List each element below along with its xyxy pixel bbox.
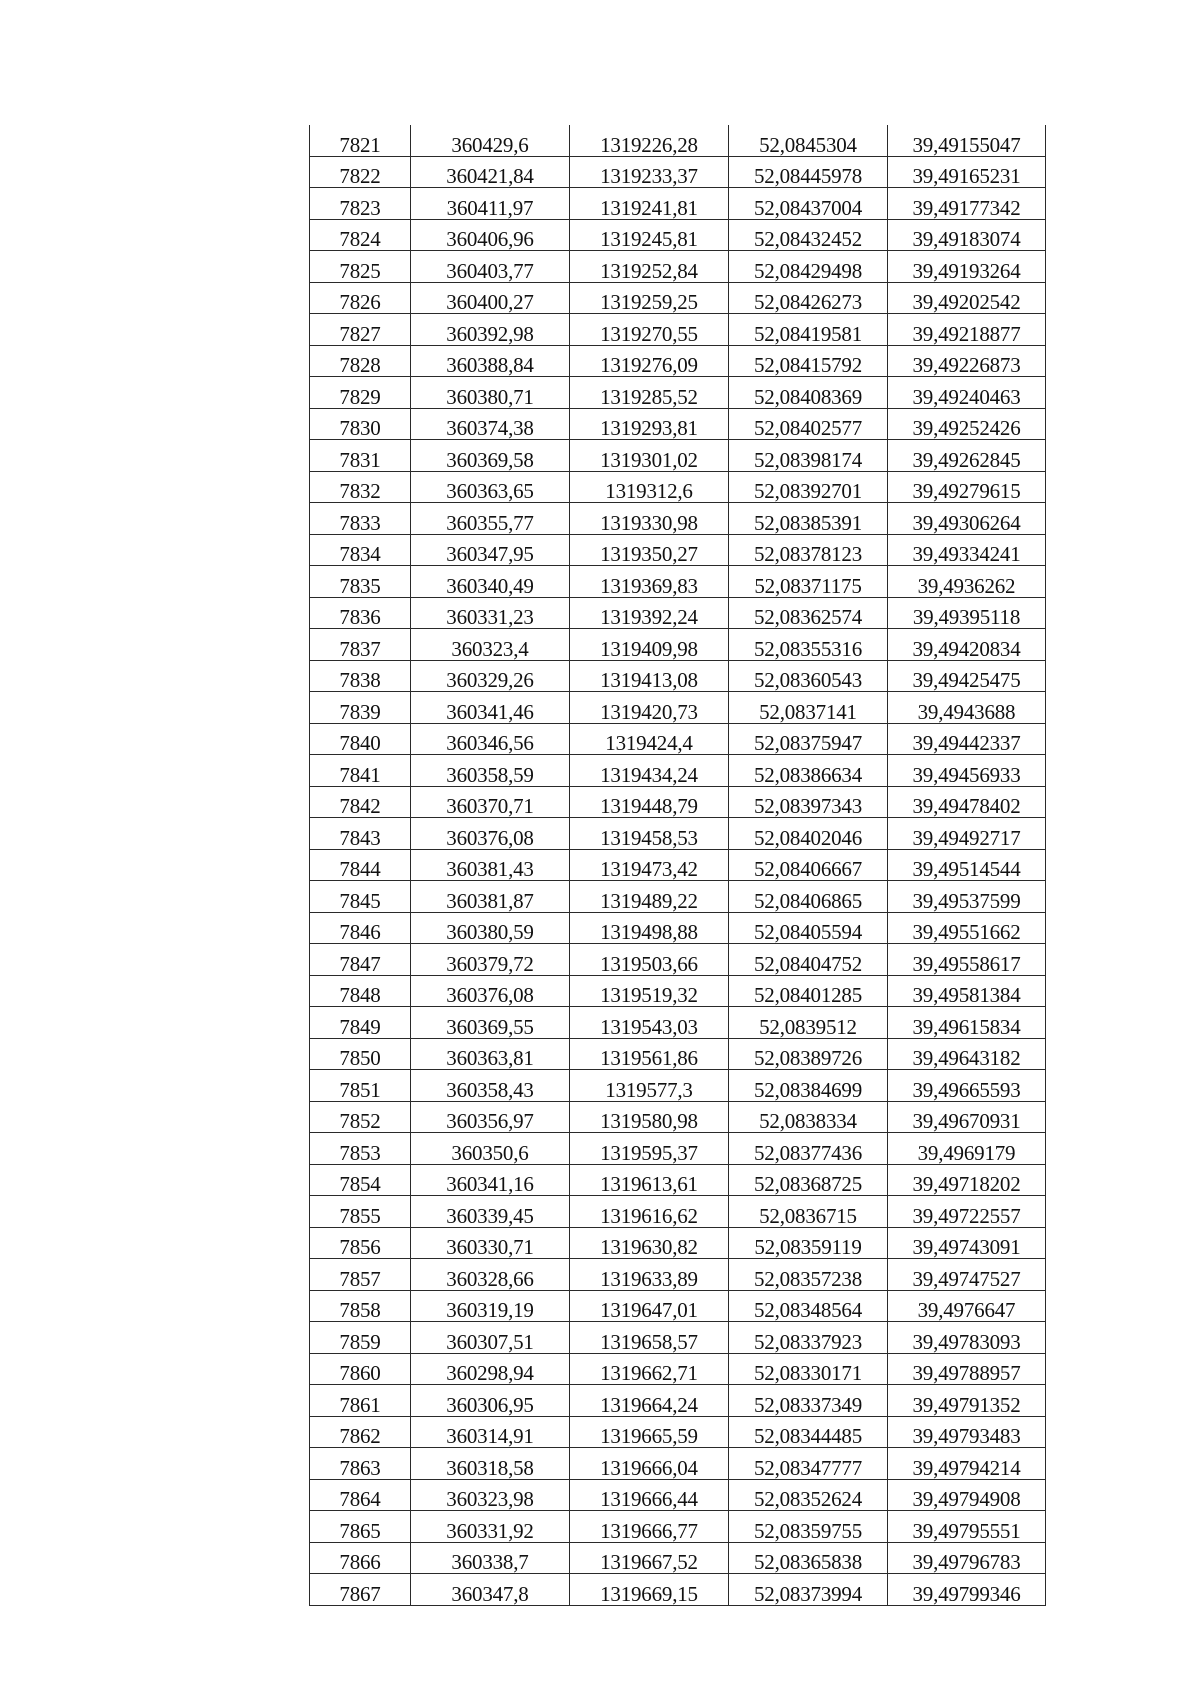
y-coordinate-cell: 1319293,81: [570, 408, 729, 440]
latitude-cell: 52,08344485: [729, 1416, 888, 1448]
y-coordinate-cell: 1319409,98: [570, 629, 729, 661]
table-row: [310, 597, 1046, 629]
coordinates-table-body: [310, 125, 1046, 1605]
y-coordinate-cell: 1319665,59: [570, 1416, 729, 1448]
longitude-cell: 39,49165231: [888, 156, 1046, 188]
latitude-cell: 52,08337349: [729, 1385, 888, 1417]
longitude-cell: 39,49722557: [888, 1196, 1046, 1228]
point-number-cell: 7865: [310, 1511, 411, 1543]
x-coordinate-cell: 360376,08: [411, 818, 570, 850]
table-row: [310, 1070, 1046, 1102]
table-row: [310, 345, 1046, 377]
point-number-cell: 7842: [310, 786, 411, 818]
table-row: [310, 1574, 1046, 1606]
y-coordinate-cell: 1319666,04: [570, 1448, 729, 1480]
longitude-cell: 39,49202542: [888, 282, 1046, 314]
longitude-cell: 39,49240463: [888, 377, 1046, 409]
x-coordinate-cell: 360347,8: [411, 1574, 570, 1606]
table-row: [310, 1385, 1046, 1417]
y-coordinate-cell: 1319330,98: [570, 503, 729, 535]
point-number-cell: 7849: [310, 1007, 411, 1039]
x-coordinate-cell: 360421,84: [411, 156, 570, 188]
point-number-cell: 7837: [310, 629, 411, 661]
table-row: [310, 566, 1046, 598]
point-number-cell: 7831: [310, 440, 411, 472]
point-number-cell: 7834: [310, 534, 411, 566]
longitude-cell: 39,49262845: [888, 440, 1046, 472]
latitude-cell: 52,08398174: [729, 440, 888, 472]
point-number-cell: 7859: [310, 1322, 411, 1354]
point-number-cell: 7860: [310, 1353, 411, 1385]
point-number-cell: 7823: [310, 188, 411, 220]
x-coordinate-cell: 360380,59: [411, 912, 570, 944]
table-row: [310, 219, 1046, 251]
latitude-cell: 52,08445978: [729, 156, 888, 188]
table-row: [310, 1479, 1046, 1511]
longitude-cell: 39,4969179: [888, 1133, 1046, 1165]
latitude-cell: 52,08401285: [729, 975, 888, 1007]
x-coordinate-cell: 360358,59: [411, 755, 570, 787]
x-coordinate-cell: 360319,19: [411, 1290, 570, 1322]
longitude-cell: 39,49743091: [888, 1227, 1046, 1259]
point-number-cell: 7829: [310, 377, 411, 409]
y-coordinate-cell: 1319658,57: [570, 1322, 729, 1354]
longitude-cell: 39,49793483: [888, 1416, 1046, 1448]
y-coordinate-cell: 1319667,52: [570, 1542, 729, 1574]
latitude-cell: 52,08377436: [729, 1133, 888, 1165]
y-coordinate-cell: 1319647,01: [570, 1290, 729, 1322]
point-number-cell: 7821: [310, 125, 411, 156]
x-coordinate-cell: 360388,84: [411, 345, 570, 377]
table-row: [310, 755, 1046, 787]
point-number-cell: 7822: [310, 156, 411, 188]
point-number-cell: 7863: [310, 1448, 411, 1480]
latitude-cell: 52,08368725: [729, 1164, 888, 1196]
latitude-cell: 52,08386634: [729, 755, 888, 787]
x-coordinate-cell: 360330,71: [411, 1227, 570, 1259]
point-number-cell: 7833: [310, 503, 411, 535]
x-coordinate-cell: 360314,91: [411, 1416, 570, 1448]
x-coordinate-cell: 360370,71: [411, 786, 570, 818]
longitude-cell: 39,49643182: [888, 1038, 1046, 1070]
table-row: [310, 786, 1046, 818]
point-number-cell: 7826: [310, 282, 411, 314]
y-coordinate-cell: 1319580,98: [570, 1101, 729, 1133]
x-coordinate-cell: 360341,16: [411, 1164, 570, 1196]
x-coordinate-cell: 360358,43: [411, 1070, 570, 1102]
longitude-cell: 39,49581384: [888, 975, 1046, 1007]
x-coordinate-cell: 360411,97: [411, 188, 570, 220]
table-row: [310, 282, 1046, 314]
latitude-cell: 52,08355316: [729, 629, 888, 661]
y-coordinate-cell: 1319561,86: [570, 1038, 729, 1070]
point-number-cell: 7855: [310, 1196, 411, 1228]
longitude-cell: 39,49420834: [888, 629, 1046, 661]
point-number-cell: 7830: [310, 408, 411, 440]
y-coordinate-cell: 1319543,03: [570, 1007, 729, 1039]
latitude-cell: 52,08429498: [729, 251, 888, 283]
latitude-cell: 52,08419581: [729, 314, 888, 346]
point-number-cell: 7858: [310, 1290, 411, 1322]
table-row: [310, 534, 1046, 566]
latitude-cell: 52,08384699: [729, 1070, 888, 1102]
x-coordinate-cell: 360307,51: [411, 1322, 570, 1354]
latitude-cell: 52,08432452: [729, 219, 888, 251]
point-number-cell: 7851: [310, 1070, 411, 1102]
table-row: [310, 1133, 1046, 1165]
table-row: [310, 1322, 1046, 1354]
longitude-cell: 39,4936262: [888, 566, 1046, 598]
longitude-cell: 39,49395118: [888, 597, 1046, 629]
y-coordinate-cell: 1319666,77: [570, 1511, 729, 1543]
x-coordinate-cell: 360363,65: [411, 471, 570, 503]
y-coordinate-cell: 1319276,09: [570, 345, 729, 377]
longitude-cell: 39,49783093: [888, 1322, 1046, 1354]
y-coordinate-cell: 1319630,82: [570, 1227, 729, 1259]
table-row: [310, 1259, 1046, 1291]
point-number-cell: 7857: [310, 1259, 411, 1291]
longitude-cell: 39,49279615: [888, 471, 1046, 503]
y-coordinate-cell: 1319519,32: [570, 975, 729, 1007]
latitude-cell: 52,08337923: [729, 1322, 888, 1354]
table-row: [310, 1038, 1046, 1070]
latitude-cell: 52,08359755: [729, 1511, 888, 1543]
latitude-cell: 52,08365838: [729, 1542, 888, 1574]
table-row: [310, 723, 1046, 755]
table-row: [310, 1416, 1046, 1448]
y-coordinate-cell: 1319226,28: [570, 125, 729, 156]
x-coordinate-cell: 360381,87: [411, 881, 570, 913]
x-coordinate-cell: 360403,77: [411, 251, 570, 283]
longitude-cell: 39,49334241: [888, 534, 1046, 566]
y-coordinate-cell: 1319252,84: [570, 251, 729, 283]
latitude-cell: 52,08406865: [729, 881, 888, 913]
latitude-cell: 52,0839512: [729, 1007, 888, 1039]
table-row: [310, 818, 1046, 850]
x-coordinate-cell: 360429,6: [411, 125, 570, 156]
longitude-cell: 39,49442337: [888, 723, 1046, 755]
y-coordinate-cell: 1319392,24: [570, 597, 729, 629]
latitude-cell: 52,08357238: [729, 1259, 888, 1291]
x-coordinate-cell: 360306,95: [411, 1385, 570, 1417]
table-row: [310, 1227, 1046, 1259]
x-coordinate-cell: 360350,6: [411, 1133, 570, 1165]
point-number-cell: 7864: [310, 1479, 411, 1511]
table-row: [310, 1164, 1046, 1196]
x-coordinate-cell: 360338,7: [411, 1542, 570, 1574]
table-row: [310, 503, 1046, 535]
point-number-cell: 7839: [310, 692, 411, 724]
table-row: [310, 849, 1046, 881]
y-coordinate-cell: 1319458,53: [570, 818, 729, 850]
point-number-cell: 7828: [310, 345, 411, 377]
table-row: [310, 629, 1046, 661]
longitude-cell: 39,49551662: [888, 912, 1046, 944]
y-coordinate-cell: 1319616,62: [570, 1196, 729, 1228]
table-row: [310, 881, 1046, 913]
longitude-cell: 39,49193264: [888, 251, 1046, 283]
latitude-cell: 52,0845304: [729, 125, 888, 156]
longitude-cell: 39,49456933: [888, 755, 1046, 787]
y-coordinate-cell: 1319312,6: [570, 471, 729, 503]
latitude-cell: 52,08330171: [729, 1353, 888, 1385]
x-coordinate-cell: 360331,23: [411, 597, 570, 629]
latitude-cell: 52,08402577: [729, 408, 888, 440]
table-row: [310, 1196, 1046, 1228]
point-number-cell: 7856: [310, 1227, 411, 1259]
longitude-cell: 39,49795551: [888, 1511, 1046, 1543]
point-number-cell: 7836: [310, 597, 411, 629]
point-number-cell: 7844: [310, 849, 411, 881]
x-coordinate-cell: 360329,26: [411, 660, 570, 692]
table-row: [310, 1448, 1046, 1480]
x-coordinate-cell: 360356,97: [411, 1101, 570, 1133]
longitude-cell: 39,49252426: [888, 408, 1046, 440]
y-coordinate-cell: 1319259,25: [570, 282, 729, 314]
latitude-cell: 52,08362574: [729, 597, 888, 629]
y-coordinate-cell: 1319595,37: [570, 1133, 729, 1165]
point-number-cell: 7852: [310, 1101, 411, 1133]
y-coordinate-cell: 1319413,08: [570, 660, 729, 692]
point-number-cell: 7835: [310, 566, 411, 598]
point-number-cell: 7847: [310, 944, 411, 976]
y-coordinate-cell: 1319285,52: [570, 377, 729, 409]
x-coordinate-cell: 360376,08: [411, 975, 570, 1007]
y-coordinate-cell: 1319270,55: [570, 314, 729, 346]
table-row: [310, 1007, 1046, 1039]
latitude-cell: 52,08402046: [729, 818, 888, 850]
latitude-cell: 52,08375947: [729, 723, 888, 755]
latitude-cell: 52,08385391: [729, 503, 888, 535]
point-number-cell: 7846: [310, 912, 411, 944]
x-coordinate-cell: 360379,72: [411, 944, 570, 976]
latitude-cell: 52,08405594: [729, 912, 888, 944]
y-coordinate-cell: 1319434,24: [570, 755, 729, 787]
longitude-cell: 39,49718202: [888, 1164, 1046, 1196]
longitude-cell: 39,49218877: [888, 314, 1046, 346]
y-coordinate-cell: 1319669,15: [570, 1574, 729, 1606]
longitude-cell: 39,49796783: [888, 1542, 1046, 1574]
x-coordinate-cell: 360369,55: [411, 1007, 570, 1039]
x-coordinate-cell: 360369,58: [411, 440, 570, 472]
table-row: [310, 1353, 1046, 1385]
x-coordinate-cell: 360406,96: [411, 219, 570, 251]
latitude-cell: 52,08348564: [729, 1290, 888, 1322]
y-coordinate-cell: 1319662,71: [570, 1353, 729, 1385]
point-number-cell: 7850: [310, 1038, 411, 1070]
y-coordinate-cell: 1319233,37: [570, 156, 729, 188]
x-coordinate-cell: 360363,81: [411, 1038, 570, 1070]
longitude-cell: 39,49791352: [888, 1385, 1046, 1417]
table-row: [310, 1290, 1046, 1322]
x-coordinate-cell: 360381,43: [411, 849, 570, 881]
x-coordinate-cell: 360328,66: [411, 1259, 570, 1291]
x-coordinate-cell: 360400,27: [411, 282, 570, 314]
point-number-cell: 7838: [310, 660, 411, 692]
longitude-cell: 39,4976647: [888, 1290, 1046, 1322]
y-coordinate-cell: 1319577,3: [570, 1070, 729, 1102]
table-row: [310, 660, 1046, 692]
longitude-cell: 39,49794214: [888, 1448, 1046, 1480]
y-coordinate-cell: 1319448,79: [570, 786, 729, 818]
longitude-cell: 39,49514544: [888, 849, 1046, 881]
latitude-cell: 52,0836715: [729, 1196, 888, 1228]
longitude-cell: 39,49615834: [888, 1007, 1046, 1039]
point-number-cell: 7854: [310, 1164, 411, 1196]
table-row: [310, 471, 1046, 503]
x-coordinate-cell: 360323,98: [411, 1479, 570, 1511]
longitude-cell: 39,49425475: [888, 660, 1046, 692]
latitude-cell: 52,08378123: [729, 534, 888, 566]
y-coordinate-cell: 1319245,81: [570, 219, 729, 251]
table-row: [310, 692, 1046, 724]
point-number-cell: 7841: [310, 755, 411, 787]
x-coordinate-cell: 360339,45: [411, 1196, 570, 1228]
coordinates-table: [309, 125, 1046, 1606]
table-row: [310, 975, 1046, 1007]
longitude-cell: 39,49794908: [888, 1479, 1046, 1511]
y-coordinate-cell: 1319369,83: [570, 566, 729, 598]
table-row: [310, 912, 1046, 944]
point-number-cell: 7861: [310, 1385, 411, 1417]
table-row: [310, 125, 1046, 156]
table-row: [310, 408, 1046, 440]
longitude-cell: 39,49799346: [888, 1574, 1046, 1606]
table-row: [310, 440, 1046, 472]
longitude-cell: 39,49788957: [888, 1353, 1046, 1385]
x-coordinate-cell: 360331,92: [411, 1511, 570, 1543]
y-coordinate-cell: 1319473,42: [570, 849, 729, 881]
longitude-cell: 39,4943688: [888, 692, 1046, 724]
longitude-cell: 39,49478402: [888, 786, 1046, 818]
latitude-cell: 52,08437004: [729, 188, 888, 220]
latitude-cell: 52,08426273: [729, 282, 888, 314]
point-number-cell: 7832: [310, 471, 411, 503]
latitude-cell: 52,0838334: [729, 1101, 888, 1133]
table-row: [310, 188, 1046, 220]
point-number-cell: 7843: [310, 818, 411, 850]
latitude-cell: 52,08347777: [729, 1448, 888, 1480]
table-row: [310, 251, 1046, 283]
longitude-cell: 39,49747527: [888, 1259, 1046, 1291]
y-coordinate-cell: 1319420,73: [570, 692, 729, 724]
longitude-cell: 39,49226873: [888, 345, 1046, 377]
latitude-cell: 52,0837141: [729, 692, 888, 724]
latitude-cell: 52,08359119: [729, 1227, 888, 1259]
x-coordinate-cell: 360346,56: [411, 723, 570, 755]
table-row: [310, 944, 1046, 976]
table-row: [310, 1511, 1046, 1543]
longitude-cell: 39,49537599: [888, 881, 1046, 913]
point-number-cell: 7824: [310, 219, 411, 251]
x-coordinate-cell: 360340,49: [411, 566, 570, 598]
y-coordinate-cell: 1319350,27: [570, 534, 729, 566]
point-number-cell: 7866: [310, 1542, 411, 1574]
point-number-cell: 7862: [310, 1416, 411, 1448]
x-coordinate-cell: 360355,77: [411, 503, 570, 535]
table-row: [310, 1101, 1046, 1133]
x-coordinate-cell: 360380,71: [411, 377, 570, 409]
point-number-cell: 7848: [310, 975, 411, 1007]
latitude-cell: 52,08373994: [729, 1574, 888, 1606]
table-row: [310, 1542, 1046, 1574]
latitude-cell: 52,08397343: [729, 786, 888, 818]
latitude-cell: 52,08371175: [729, 566, 888, 598]
latitude-cell: 52,08404752: [729, 944, 888, 976]
table-row: [310, 377, 1046, 409]
longitude-cell: 39,49306264: [888, 503, 1046, 535]
x-coordinate-cell: 360323,4: [411, 629, 570, 661]
y-coordinate-cell: 1319633,89: [570, 1259, 729, 1291]
y-coordinate-cell: 1319666,44: [570, 1479, 729, 1511]
longitude-cell: 39,49558617: [888, 944, 1046, 976]
x-coordinate-cell: 360347,95: [411, 534, 570, 566]
y-coordinate-cell: 1319664,24: [570, 1385, 729, 1417]
x-coordinate-cell: 360341,46: [411, 692, 570, 724]
point-number-cell: 7825: [310, 251, 411, 283]
y-coordinate-cell: 1319241,81: [570, 188, 729, 220]
point-number-cell: 7853: [310, 1133, 411, 1165]
longitude-cell: 39,49155047: [888, 125, 1046, 156]
latitude-cell: 52,08392701: [729, 471, 888, 503]
point-number-cell: 7840: [310, 723, 411, 755]
y-coordinate-cell: 1319498,88: [570, 912, 729, 944]
point-number-cell: 7845: [310, 881, 411, 913]
latitude-cell: 52,08360543: [729, 660, 888, 692]
longitude-cell: 39,49183074: [888, 219, 1046, 251]
point-number-cell: 7867: [310, 1574, 411, 1606]
longitude-cell: 39,49492717: [888, 818, 1046, 850]
longitude-cell: 39,49670931: [888, 1101, 1046, 1133]
y-coordinate-cell: 1319613,61: [570, 1164, 729, 1196]
table-row: [310, 314, 1046, 346]
table-row: [310, 156, 1046, 188]
longitude-cell: 39,49665593: [888, 1070, 1046, 1102]
latitude-cell: 52,08406667: [729, 849, 888, 881]
x-coordinate-cell: 360298,94: [411, 1353, 570, 1385]
y-coordinate-cell: 1319503,66: [570, 944, 729, 976]
x-coordinate-cell: 360318,58: [411, 1448, 570, 1480]
x-coordinate-cell: 360374,38: [411, 408, 570, 440]
y-coordinate-cell: 1319489,22: [570, 881, 729, 913]
longitude-cell: 39,49177342: [888, 188, 1046, 220]
point-number-cell: 7827: [310, 314, 411, 346]
y-coordinate-cell: 1319301,02: [570, 440, 729, 472]
latitude-cell: 52,08408369: [729, 377, 888, 409]
latitude-cell: 52,08389726: [729, 1038, 888, 1070]
latitude-cell: 52,08352624: [729, 1479, 888, 1511]
x-coordinate-cell: 360392,98: [411, 314, 570, 346]
y-coordinate-cell: 1319424,4: [570, 723, 729, 755]
latitude-cell: 52,08415792: [729, 345, 888, 377]
